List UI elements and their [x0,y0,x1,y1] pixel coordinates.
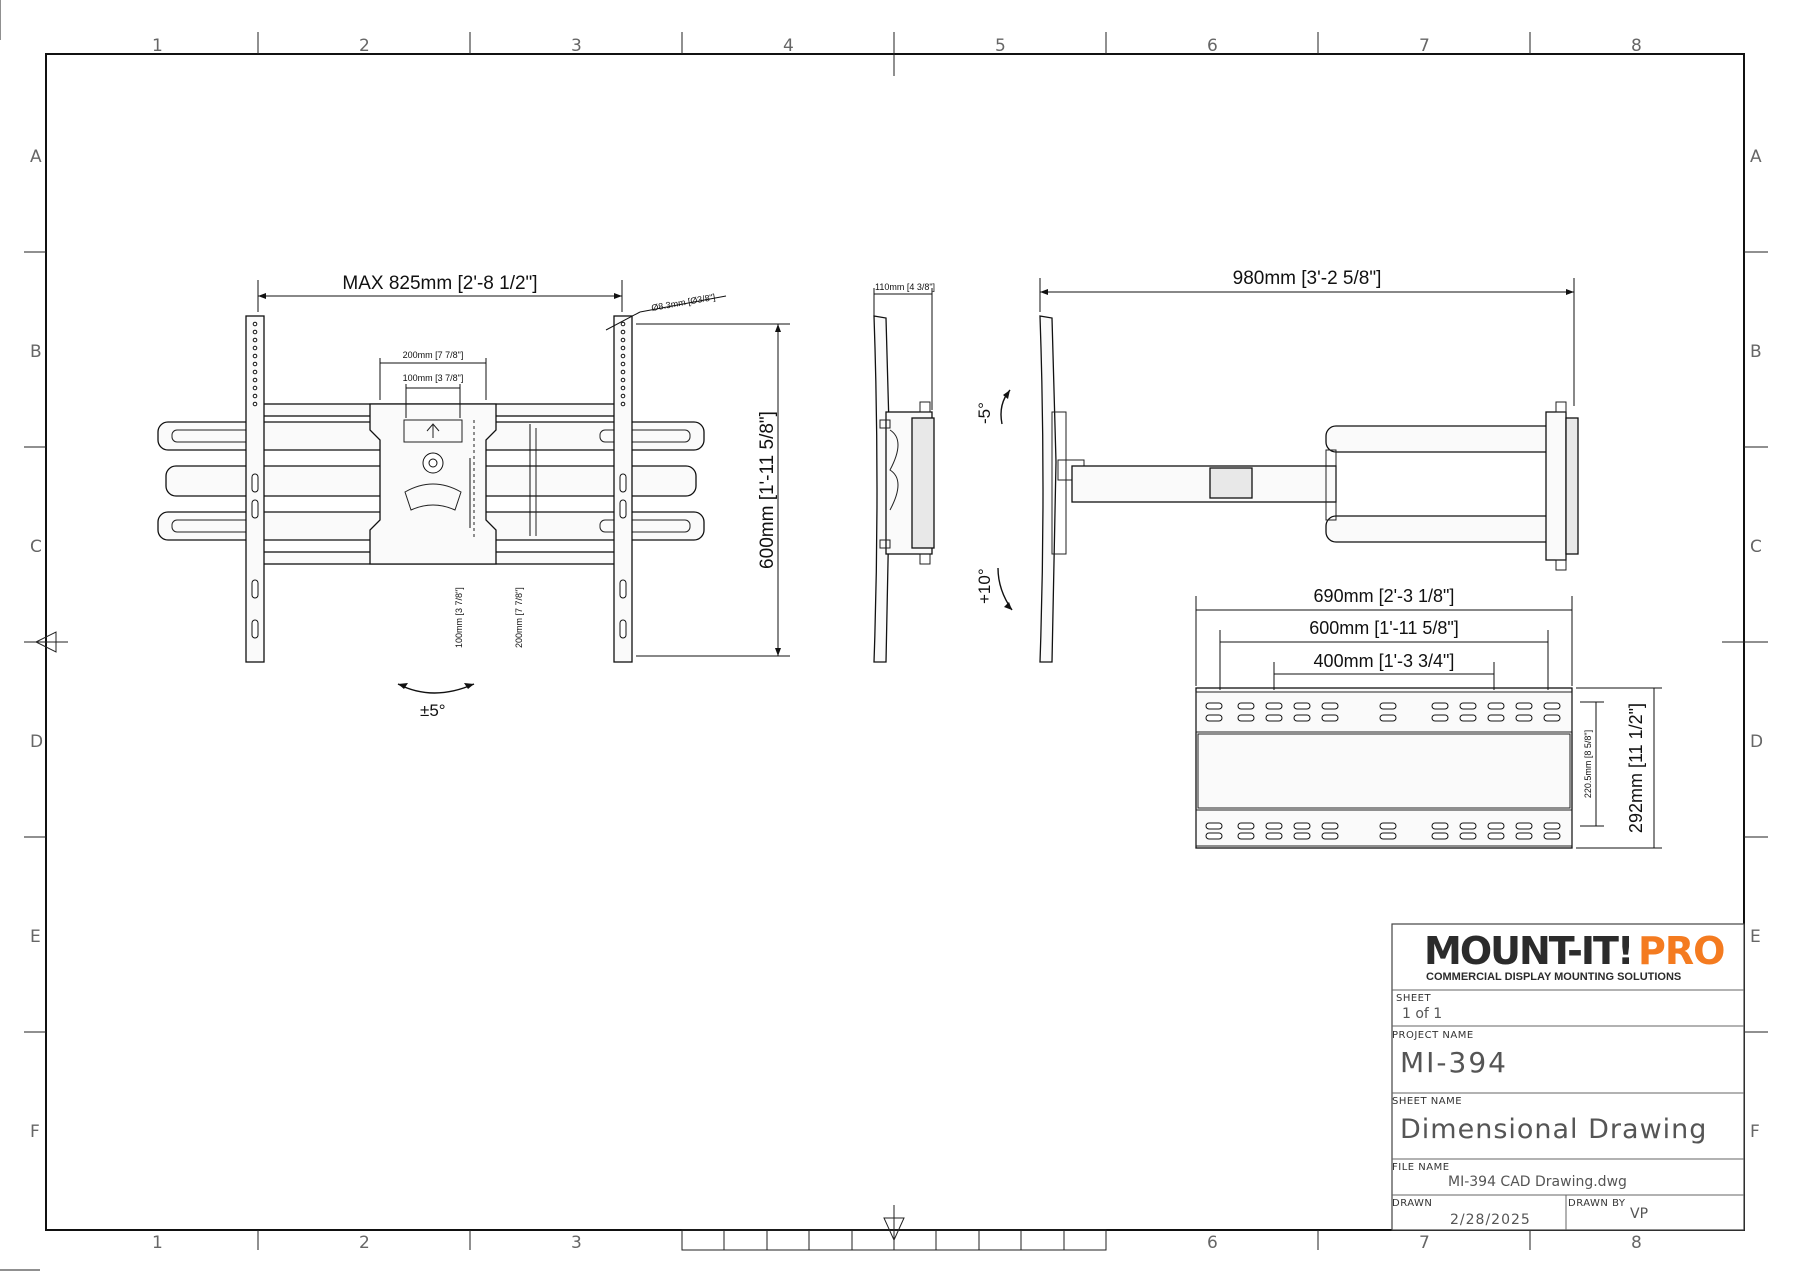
zone-col-label: 6 [1207,1233,1218,1253]
plate-slot [1544,715,1560,721]
bracket-hole [253,338,257,342]
plate-690-dimension: 690mm [2'-3 1/8"] [1313,586,1455,606]
arm-segment [1072,466,1336,502]
plate-slot [1460,823,1476,829]
plate-slot [1206,715,1222,721]
plate-slot [1432,833,1448,839]
bracket-hole [253,346,257,350]
bracket-hole [621,338,625,342]
bracket-hole [253,370,257,374]
wall-plate-view [1196,586,1662,848]
zone-row-label: B [30,342,42,362]
drawn-label: DRAWN [1392,1198,1433,1209]
tilt-up-label: -5° [975,402,994,424]
bracket-hole [621,354,625,358]
plate-slot [1322,703,1338,709]
plate-slot [1460,703,1476,709]
bracket-slot [252,500,258,518]
plate-slot [1544,703,1560,709]
vertical-200-dimension: 200mm [7 7/8"] [514,587,524,648]
bracket-slot [620,580,626,598]
zone-col-label: 3 [571,1233,582,1253]
plate-slot [1238,823,1254,829]
plate-slot [1294,715,1310,721]
plate-slot [1380,823,1396,829]
zone-col-label: 3 [571,36,582,56]
bracket-hole [621,330,625,334]
plate-slot [1266,703,1282,709]
plate-slot [1266,715,1282,721]
plate-slot [1432,823,1448,829]
plate-slot [1206,823,1222,829]
plate-slot [1488,823,1504,829]
zone-row-label: F [30,1122,40,1142]
bracket-hole [253,394,257,398]
plate-slot [1238,833,1254,839]
logo-wordmark: MOUNT-IT! [1424,929,1633,973]
file-value: MI-394 CAD Drawing.dwg [1448,1174,1627,1190]
bracket-hole [621,346,625,350]
plate-slot [1516,823,1532,829]
bracket-hole [253,330,257,334]
zone-row-label: C [1750,537,1762,557]
drawn-by-value: VP [1630,1206,1649,1222]
plate-slot [1322,715,1338,721]
bracket-hole [621,402,625,406]
drawn-date: 2/28/2025 [1450,1212,1531,1228]
sheet-name-label: SHEET NAME [1392,1096,1463,1107]
plate-slot [1380,833,1396,839]
zone-row-label: E [30,927,41,947]
plate-slot [1322,833,1338,839]
hole-diameter-dimension: Ø8.3mm [Ø3/8"] [650,291,717,313]
plate-slot [1206,833,1222,839]
title-block [1392,924,1744,1230]
plate-slot [1238,703,1254,709]
project-value: MI-394 [1400,1046,1508,1079]
plate-slot [1206,703,1222,709]
sheet-label: SHEET [1396,993,1432,1004]
plate-292-dimension: 292mm [11 1/2"] [1626,702,1646,834]
bracket-slot [620,474,626,492]
bracket-hole [621,378,625,382]
tilt-down-label: +10° [975,568,994,604]
plate-slot [1544,823,1560,829]
plate-slot [1488,833,1504,839]
height-dimension: 600mm [1'-11 5/8"] [757,411,778,569]
vertical-100-dimension: 100mm [3 7/8"] [454,587,464,648]
zone-row-label: D [30,732,44,752]
plate-slot [1432,703,1448,709]
plate-slot [1322,823,1338,829]
plate-slot [1266,833,1282,839]
bracket-slot [252,620,258,638]
zone-col-label: 8 [1631,1233,1642,1253]
bracket-slot [620,620,626,638]
zone-labels-right [1750,147,1763,1142]
zone-row-label: D [1750,732,1764,752]
zone-col-label: 8 [1631,36,1642,56]
bracket-hole [253,322,257,326]
extended-view [975,268,1578,662]
plate-slot [1380,703,1396,709]
plate-slot [1238,715,1254,721]
bracket-slot [252,474,258,492]
drawn-by-label: DRAWN BY [1568,1198,1626,1209]
zone-col-label: 1 [152,36,163,56]
depth-dimension: 110mm [4 3/8"] [875,282,936,292]
zone-row-label: A [1750,147,1762,167]
plate-slot [1488,703,1504,709]
plate-600-dimension: 600mm [1'-11 5/8"] [1309,618,1459,638]
plate-slot [1460,833,1476,839]
zone-col-label: 4 [783,36,794,56]
bracket-hole [253,402,257,406]
zone-col-label: 2 [359,36,370,56]
side-view [874,282,935,662]
plate-slot [1516,715,1532,721]
zone-row-label: B [1750,342,1762,362]
bracket-slot [252,580,258,598]
plate-slot [1432,715,1448,721]
zone-col-label: 7 [1419,36,1430,56]
plate-slot [1294,833,1310,839]
bracket-hole [253,386,257,390]
zone-row-label: E [1750,927,1761,947]
zone-row-label: A [30,147,42,167]
zone-col-label: 2 [359,1233,370,1253]
plate-slot [1266,823,1282,829]
bracket-slot [620,500,626,518]
zone-col-label: 6 [1207,36,1218,56]
extension-dimension: 980mm [3'-2 5/8"] [1232,268,1382,289]
zone-row-label: F [1750,1122,1760,1142]
sheet-value: 1 of 1 [1402,1006,1443,1022]
plate-220-dimension: 220.5mm [8 5/8"] [1583,729,1593,799]
bracket-hole [253,378,257,382]
vesa-100-dimension: 100mm [3 7/8"] [402,373,464,383]
file-label: FILE NAME [1392,1162,1450,1173]
front-view [158,273,790,720]
zone-row-label: C [30,537,42,557]
bracket-hole [621,394,625,398]
zone-col-label: 1 [152,1233,163,1253]
plate-slot [1488,715,1504,721]
bracket-hole [253,354,257,358]
plate-slot [1516,833,1532,839]
plate-slot [1544,833,1560,839]
swivel-angle-label: ±5° [420,701,446,720]
plate-slot [1294,703,1310,709]
bracket-hole [621,370,625,374]
vesa-200-dimension: 200mm [7 7/8"] [402,350,464,360]
zone-col-label: 5 [995,36,1006,56]
plate-slot [1380,715,1396,721]
project-label: PROJECT NAME [1392,1030,1474,1041]
plate-slot [1516,703,1532,709]
sheet-name-value: Dimensional Drawing [1400,1114,1708,1145]
plate-400-dimension: 400mm [1'-3 3/4"] [1313,651,1455,671]
bracket-hole [621,322,625,326]
plate-slot [1460,715,1476,721]
max-width-dimension: MAX 825mm [2'-8 1/2"] [342,273,538,294]
bracket-hole [621,362,625,366]
logo-pro: PRO [1638,929,1725,973]
zone-col-label: 7 [1419,1233,1430,1253]
bracket-hole [253,362,257,366]
plate-slot [1294,823,1310,829]
logo-tagline: COMMERCIAL DISPLAY MOUNTING SOLUTIONS [1426,971,1682,983]
bracket-hole [621,386,625,390]
